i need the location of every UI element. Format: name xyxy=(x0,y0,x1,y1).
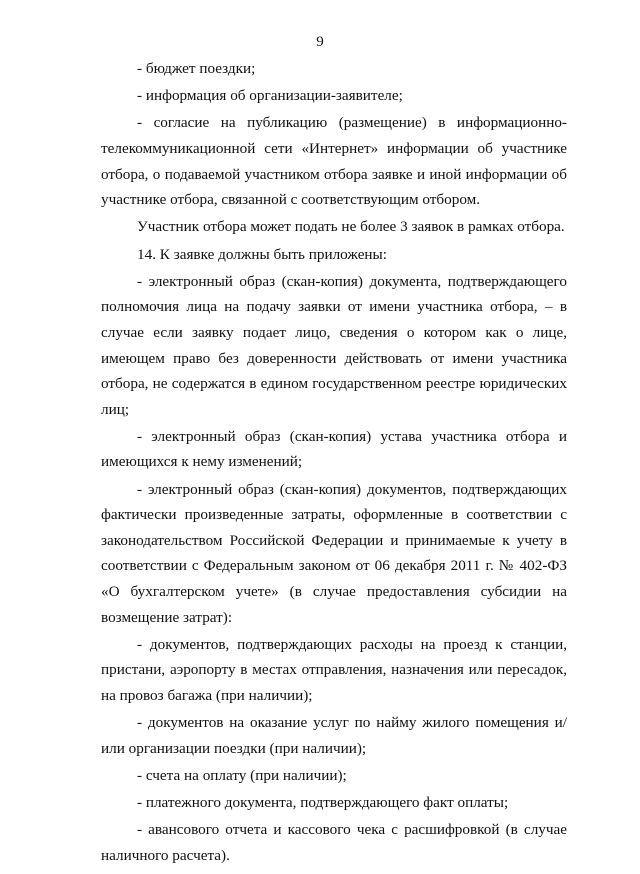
paragraph-authority-document: - электронный образ (скан-копия) документа, подтверждающего полномочия лица на подачу заявки от имени участника отбора, – в случае если заявку подает лицо, сведения о котором как о лице, имеющем право без доверенности действовать от имени участника отбора, не содержатся в едином государственном реестре юридических лиц; xyxy=(101,272,567,418)
page-number: 9 xyxy=(316,34,324,50)
paragraph-advance-report: - авансового отчета и кассового чека с расшифровкой (в случае наличного расчета). xyxy=(101,821,567,864)
paragraph-accommodation-documents: - документов на оказание услуг по найму жилого помещения и/или организации поездки (при наличии); xyxy=(101,714,567,757)
paragraph-application-limit: Участник отбора может подать не более 3 заявок в рамках отбора. xyxy=(137,218,565,236)
document-body xyxy=(101,56,567,870)
paragraph-payment-document: - платежного документа, подтверждающего факт оплаты; xyxy=(137,794,509,812)
paragraph-section-14: 14. К заявке должны быть приложены: xyxy=(137,245,387,263)
paragraph-expense-documents: - электронный образ (скан-копия) документов, подтверждающих фактически произведенные затраты, оформленные в соответствии с законодательством Российской Федерации и принимаемые к учету в соответствии с Федеральным законом от 06 декабря 2011 г. № 402-ФЗ «О бухгалтерском учете» (в случае предоставления субсидии на возмещение затрат): xyxy=(101,480,567,626)
paragraph-org-info: - информация об организации-заявителе; xyxy=(137,87,403,105)
paragraph-budget: - бюджет поездки; xyxy=(137,60,256,77)
paragraph-charter-copy: - электронный образ (скан-копия) устава участника отбора и имеющихся к нему изменений; xyxy=(101,427,567,471)
paragraph-invoice: - счета на оплату (при наличии); xyxy=(137,766,347,784)
paragraph-travel-documents: - документов, подтверждающих расходы на проезд к станции, пристани, аэропорту в местах отправления, назначения или пересадок, на провоз багажа (при наличии); xyxy=(101,635,567,704)
paragraph-consent: - согласие на публикацию (размещение) в информационно-телекоммуникационной сети «Интернет» информации об участнике отбора, о подаваемой участником отбора заявке и иной информации об участнике отбора, связанной с соответствующим отбором. xyxy=(101,114,567,209)
